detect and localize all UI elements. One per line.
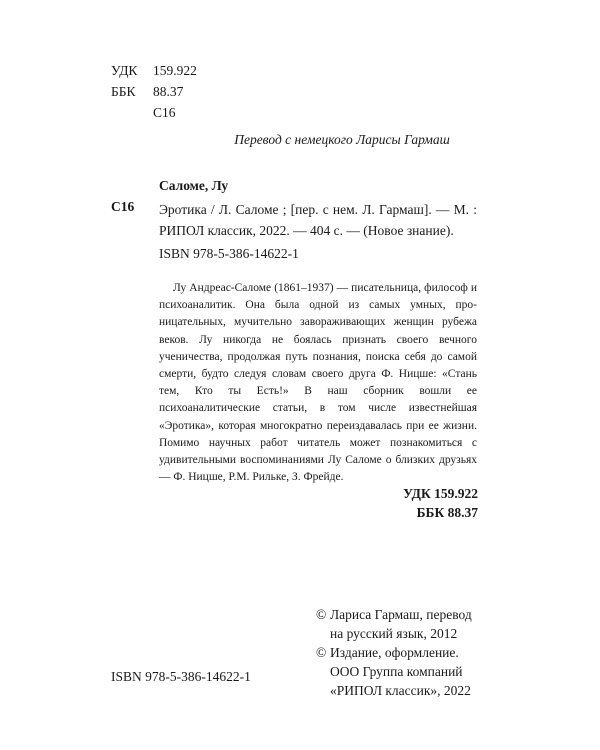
annotation: Лу Андреас-Саломе (1861–1937) — писательница, философ и психоаналитик. Она была одной из самых умных, проницательных, мучительно завораживающих женщин рубежа веков. Лу никогда не боялась признать своего вечного ученичества, продолжая путь познания, поиска себя до самой смерти, будто следуя словам своего друга Ф. Ницше: «Стань тем, Кто ты Есть!» В наш сборник вошли ее психоаналитические статьи, в том числе известнейшая «Эротика», которая многократно переиздавалась при ее жизни. Помимо научных работ читатель может познакомиться с удивительными воспоминаниями Лу Саломе о близких друзьях — Ф. Ницше, Р.М. Рильке, З. Фрейде. bbox=[159, 282, 477, 484]
udk-label: УДК bbox=[111, 63, 138, 78]
bibliographic-description: Эротика / Л. Саломе ; [пер. с нем. Л. Гармаш]. — М. : РИПОЛ классик, 2022. — 404 с. — (Новое знание). bbox=[159, 202, 477, 238]
classification-codes bbox=[111, 60, 197, 123]
bottom-bbk: ББК 88.37 bbox=[416, 505, 478, 520]
record-cutter: С16 bbox=[111, 199, 135, 214]
author-heading: Саломе, Лу bbox=[159, 178, 229, 193]
copyright-mark: © bbox=[316, 645, 327, 660]
copyright-edition-line3: «РИПОЛ классик», 2022 bbox=[330, 683, 471, 698]
udk-value: 159.922 bbox=[153, 63, 197, 78]
copyright-translation-line2: на русский язык, 2012 bbox=[330, 626, 458, 641]
copyright-edition bbox=[316, 643, 472, 700]
isbn-bottom: ISBN 978-5-386-14622-1 bbox=[111, 669, 251, 684]
isbn-record: ISBN 978-5-386-14622-1 bbox=[159, 246, 299, 261]
bottom-classification bbox=[403, 484, 478, 522]
copyright-translation bbox=[316, 605, 472, 643]
udk-row bbox=[111, 60, 197, 81]
cutter-row bbox=[111, 102, 197, 123]
copyright-edition-line2: ООО Группа компаний bbox=[330, 664, 463, 679]
translator-credit: Перевод с немецкого Ларисы Гармаш bbox=[234, 132, 450, 147]
copyright-block bbox=[316, 605, 472, 700]
bbk-row bbox=[111, 81, 197, 102]
bottom-udk: УДК 159.922 bbox=[403, 486, 478, 501]
copyright-translation-line1: Лариса Гармаш, перевод bbox=[330, 607, 472, 622]
cutter-code: С16 bbox=[153, 105, 176, 120]
bbk-label: ББК bbox=[111, 84, 136, 99]
bbk-value: 88.37 bbox=[153, 84, 184, 99]
copyright-edition-line1: Издание, оформление. bbox=[330, 645, 459, 660]
copyright-mark: © bbox=[316, 607, 327, 622]
